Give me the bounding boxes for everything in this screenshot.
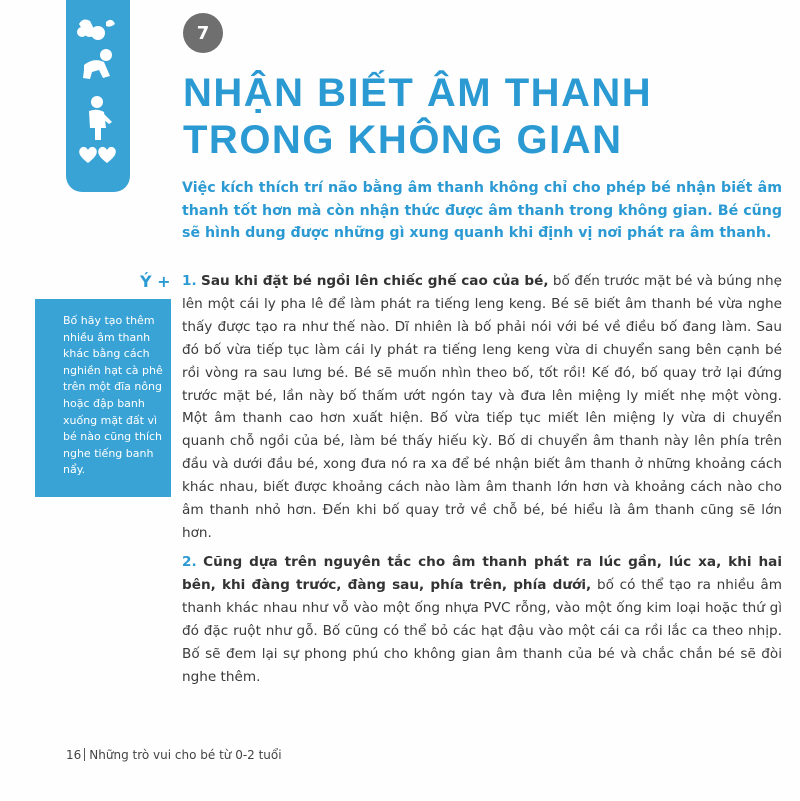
tip-text: Bố hãy tạo thêm nhiều âm thanh khác bằng cách nghiền hạt cà phê trên một đĩa nông hoặc đập banh xuống mặt đất vì bé nào cũng thích nghe tiếng banh nẩy. xyxy=(63,314,163,477)
baby-lying-icon xyxy=(77,20,115,40)
page-title xyxy=(183,70,652,164)
baby-standing-icon xyxy=(89,96,112,140)
page-footer xyxy=(66,748,282,762)
item-body: bố đến trước mặt bé và búng nhẹ lên một cái ly pha lê để làm phát ra tiếng leng keng. Bé sẽ biết âm thanh bé vừa nghe thấy được tạo ra như thế nào. Dĩ nhiên là bố phải nói với bé về điều bố đang làm. Sau đó bố vừa tiếp tục làm cái ly phát ra tiếng leng keng vừa di chuyển sang bên cạnh bé rồi vòng ra sau lưng bé. Bé sẽ muốn nhìn theo bố, tốt rồi! Kế đó, bố quay trở lại đứng trước mặt bé, lần này bố thấm ướt ngón tay và đưa lên miệng ly miết nhẹ một vòng. Một âm thanh cao hơn xuất hiện. Bố vừa tiếp tục miết lên miệng ly vừa di chuyển quanh chỗ ngồi của bé, làm bé thấy hiếu kỳ. Bố di chuyển âm thanh này lên phía trên đầu và dưới đầu bé, xong đưa nó ra xa để bé nhận biết âm thanh ở những khoảng cách khác nhau, biết được khoảng cách nào làm âm thanh lớn hơn và khoảng cách nào cho âm thanh nhỏ hơn. Đến khi bố quay trở về chỗ bé, bé hiểu là âm thanh cũng sẽ lớn hơn. xyxy=(182,273,782,541)
item-lead: Cũng dựa trên nguyên tắc cho âm thanh phát ra lúc gần, lúc xa, khi hai bên, khi đàng trước, đàng sau, phía trên, phía dưới, xyxy=(182,554,782,593)
book-title: Những trò vui cho bé từ 0-2 tuổi xyxy=(89,748,282,762)
intro-paragraph: Việc kích thích trí não bằng âm thanh không chỉ cho phép bé nhận biết âm thanh tốt hơn mà còn nhận thức được âm thanh trong không gian. Bé cũng sẽ hình dung được những gì xung quanh khi định vị nơi phát ra âm thanh. xyxy=(182,180,782,241)
tip-box xyxy=(35,299,171,497)
hearts-icon xyxy=(79,147,116,163)
sidebar-tab xyxy=(66,0,130,192)
item-number: 1. xyxy=(182,273,197,289)
tip-marker: Ý + xyxy=(140,272,171,291)
item-body: bố có thể tạo ra nhiều âm thanh khác nhau như vỗ vào một ống nhựa PVC rỗng, vào một ống kim loại hoặc thứ gì đó đặc ruột như gỗ. Bố cũng có thể bỏ các hạt đậu vào một cái ca rồi lắc ca theo nhịp. Bố sẽ đem lại sự phong phú cho không gian âm thanh của bé và chắc chắn bé sẽ đòi nghe thêm. xyxy=(182,576,782,685)
footer-divider xyxy=(84,748,85,761)
baby-crawling-icon xyxy=(83,49,112,79)
sidebar-icons xyxy=(66,0,130,192)
title-line-2: TRONG KHÔNG GIAN xyxy=(183,118,623,162)
title-line-1: NHẬN BIẾT ÂM THANH xyxy=(183,71,653,115)
item-lead: Sau khi đặt bé ngồi lên chiếc ghế cao của bé, xyxy=(201,273,549,289)
activity-number-badge: 7 xyxy=(183,13,223,53)
instruction-item-1 xyxy=(182,270,782,545)
instruction-item-2 xyxy=(182,551,782,688)
page-number: 16 xyxy=(66,748,82,762)
item-number: 2. xyxy=(182,554,197,570)
